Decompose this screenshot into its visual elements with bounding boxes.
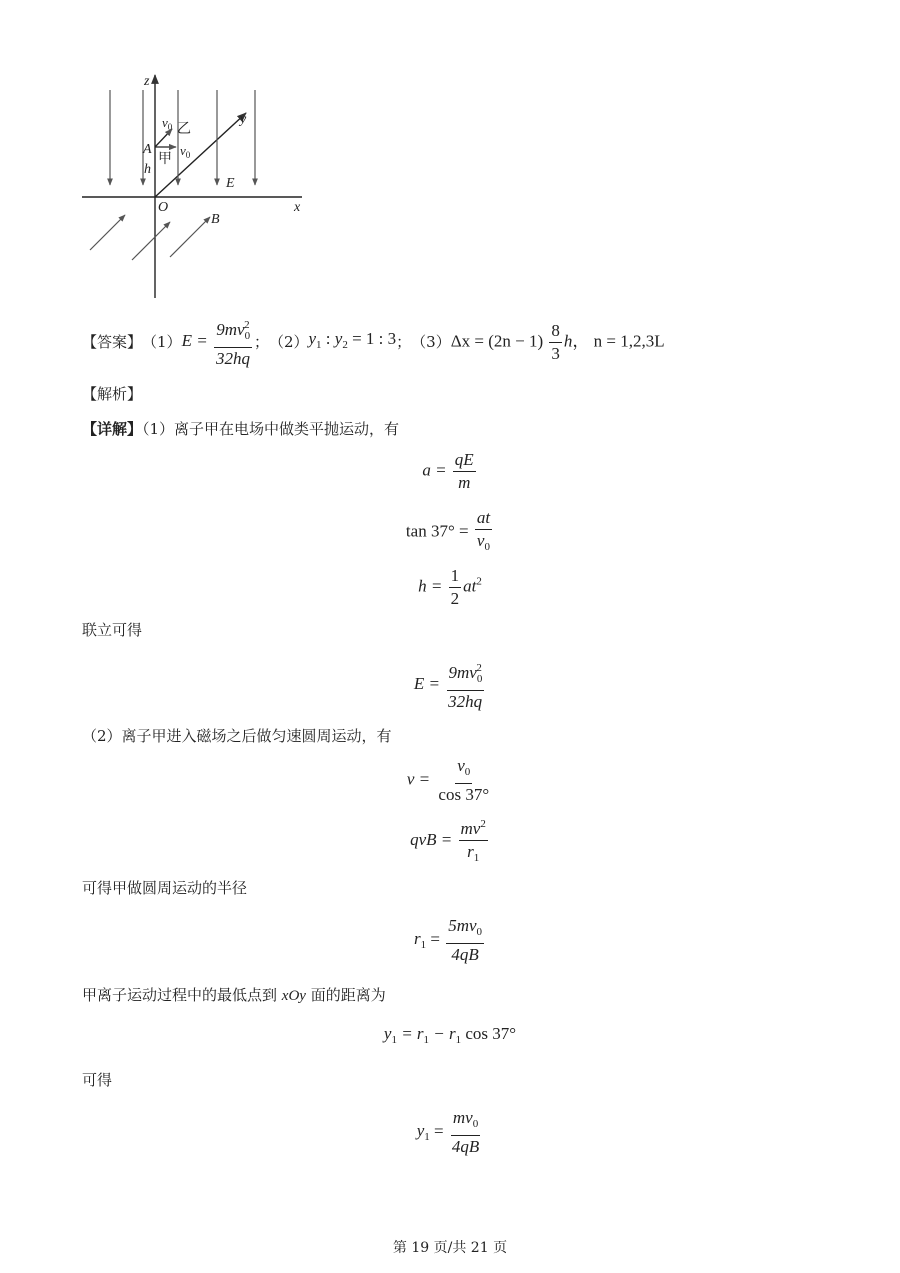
- x-label: x: [294, 200, 301, 215]
- answer-line: 【答案】 （1） E = $\frac{9mv_0^2}{32hq}$ ； （2） $y_1$ : $y_2 = 1$ : 3 ； （3） Δx = (2n − 1) $\frac{8}{3}$ h， n = 1,2,3L: [82, 322, 665, 362]
- answer-eq1: E = $\frac{9mv_0^2}{32hq}$: [182, 315, 254, 369]
- eq-r1: $r_1$ = $\frac{5mv_0}{4qB}$: [413, 916, 483, 964]
- z-label: z: [144, 74, 150, 89]
- e-label: E: [226, 176, 235, 191]
- y-label: y: [240, 112, 247, 127]
- b-field-line: [90, 215, 125, 250]
- eq-h: h = $\frac{1}{2}$ $at^2$: [418, 566, 482, 608]
- eq-y1-def: $y_1 = r_1 - r_1$ cos 37°: [383, 1024, 517, 1046]
- jia-label: 甲: [158, 151, 172, 167]
- eq-v: v = $\frac{v_0}{\cos 37^\circ}$: [406, 756, 490, 804]
- field-diagram: [70, 65, 320, 305]
- lowest-intro: 甲离子运动过程中的最低点到 xOy 面的距离为: [82, 986, 386, 1004]
- eq-tan: tan 37° = $\frac{at}{v_0}$: [405, 508, 491, 553]
- result-intro: 可得: [82, 1071, 113, 1089]
- b-field-line: [170, 217, 210, 257]
- detail-part1-intro: 【详解】（1）离子甲在电场中做类平抛运动，有: [82, 420, 400, 438]
- yi-label: 乙: [177, 121, 191, 137]
- answer-eq2: $y_1$ : $y_2 = 1$ : 3: [308, 329, 397, 351]
- eq-e-result: E = $\frac{9mv_0^2}{32hq}$: [0, 658, 900, 712]
- answer-eq3: Δx = (2n − 1) $\frac{8}{3}$ h， n = 1,2,3L: [450, 320, 665, 363]
- page-footer: 第 19 页/共 21 页: [392, 1240, 508, 1256]
- eq-acceleration: a = $\frac{qE}{m}$: [422, 450, 474, 492]
- radius-intro: 可得甲做圆周运动的半径: [82, 879, 248, 897]
- answer-prefix: 【答案】: [82, 333, 143, 351]
- detail-part2-intro: （2）离子甲进入磁场之后做匀速圆周运动，有: [82, 727, 392, 745]
- a-label: A: [143, 142, 152, 157]
- eq-y1-result: $y_1$ = $\frac{mv_0}{4qB}$: [416, 1108, 480, 1156]
- b-label: B: [211, 212, 220, 227]
- o-label: O: [158, 200, 169, 215]
- analysis-label: 【解析】: [82, 385, 143, 403]
- eq-qvb: qvB = $\frac{mv^2}{r_1}$: [0, 814, 900, 868]
- v0-right-label: $v_0$: [180, 143, 191, 160]
- h-label: h: [144, 162, 151, 177]
- b-field-line: [132, 222, 170, 260]
- v0-top-label: $v_0$: [162, 115, 173, 132]
- combine-text: 联立可得: [82, 621, 143, 639]
